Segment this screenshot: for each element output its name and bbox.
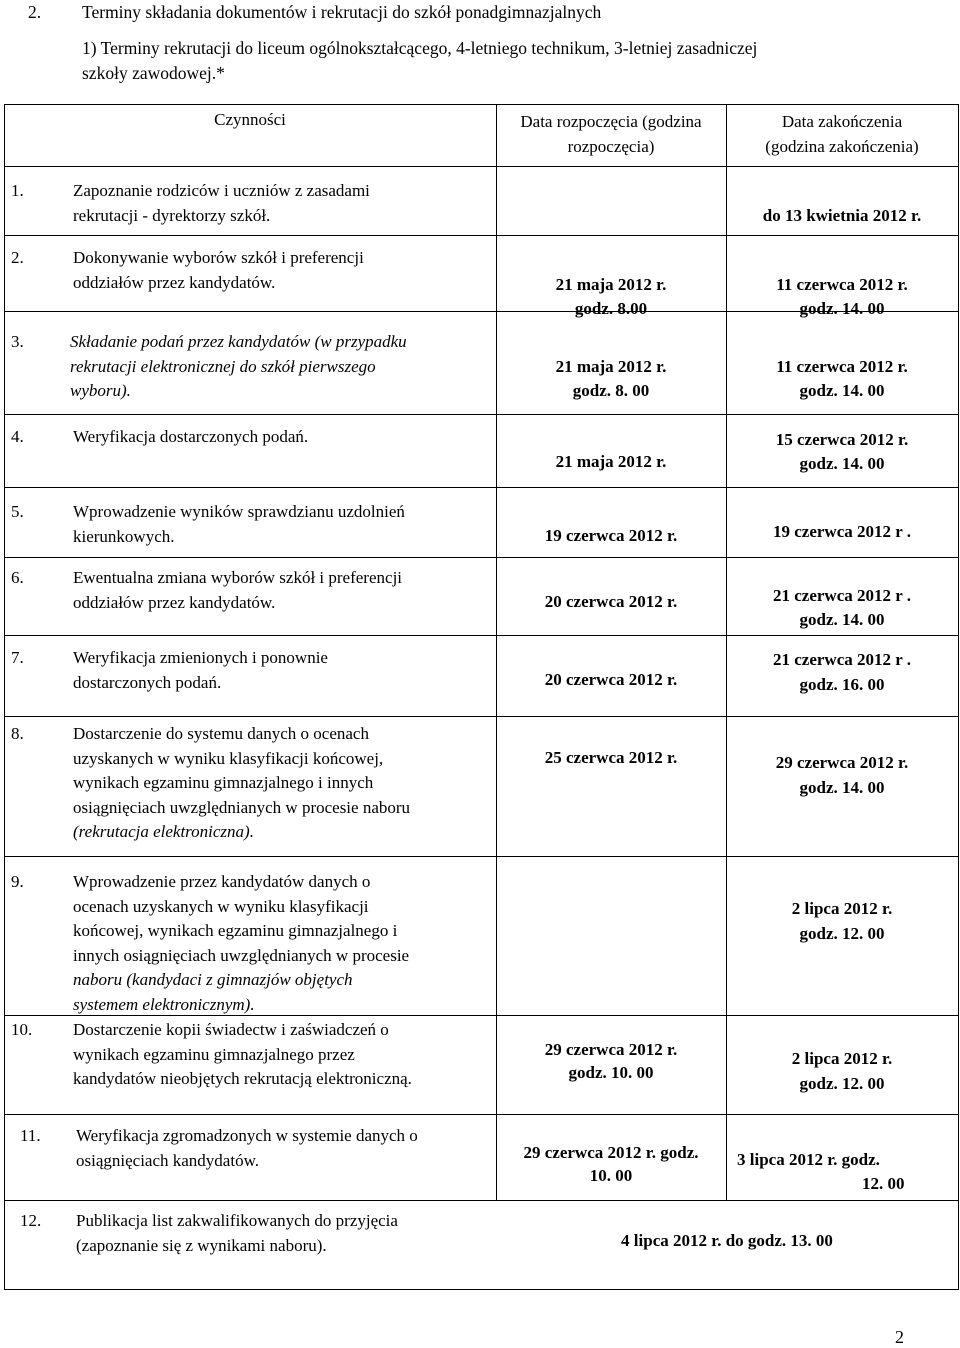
end-date: 11 czerwca 2012 r. godz. 14. 00 <box>776 357 908 400</box>
row-divider <box>4 487 959 488</box>
row-divider <box>4 716 959 717</box>
row-number: 10. <box>11 1020 33 1039</box>
row-divider <box>4 557 959 558</box>
activity-text: Zapoznanie rodziców i uczniów z zasadami rekrutacji - dyrektorzy szkół. <box>73 181 370 225</box>
end-date: 19 czerwca 2012 r . <box>773 522 911 541</box>
start-date: 29 czerwca 2012 r. godz. 10. 00 <box>544 1040 678 1082</box>
header-start-line-2: rozpoczęcia) <box>567 137 655 156</box>
end-date: 2 lipca 2012 r. godz. 12. 00 <box>791 1049 893 1093</box>
table-border-top <box>4 104 959 105</box>
header-activity: Czynności <box>214 110 286 129</box>
subsection-line-1: 1) Terminy rekrutacji do liceum ogólnokształcącego, 4-letniego technikum, 3-letniej zasadniczej <box>82 38 758 58</box>
table-border-right <box>958 104 959 1290</box>
activity-text: Dostarczenie do systemu danych o ocenach uzyskanych w wyniku klasyfikacji końcowej, wynikach egzaminu gimnazjalnego i innych osiągnięciach uwzględnianych w procesie naboru (rekrutacja elektroniczna). <box>73 724 411 841</box>
start-date: 20 czerwca 2012 r. <box>544 670 678 689</box>
end-date: 21 czerwca 2012 r . godz. 14. 00 <box>773 586 911 629</box>
row-divider <box>4 1200 959 1201</box>
section-title: Terminy składania dokumentów i rekrutacji do szkół ponadgimnazjalnych <box>82 2 602 22</box>
row-number: 5. <box>11 502 24 521</box>
start-date: 19 czerwca 2012 r. <box>544 526 678 545</box>
row-divider <box>4 166 959 167</box>
column-divider-1 <box>496 104 497 1200</box>
end-date-line-1: 3 lipca 2012 r. godz. <box>737 1150 880 1169</box>
end-date: 2 lipca 2012 r. godz. 12. 00 <box>791 899 893 943</box>
row-divider <box>4 635 959 636</box>
activity-text: Dokonywanie wyborów szkół i preferencji oddziałów przez kandydatów. <box>73 248 364 292</box>
activity-text: Weryfikacja dostarczonych podań. <box>73 427 309 446</box>
start-date: 25 czerwca 2012 r. <box>544 748 678 767</box>
header-end-line-2: (godzina zakończenia) <box>765 137 919 156</box>
row-divider <box>4 856 959 857</box>
activity-text: Wprowadzenie przez kandydatów danych o ocenach uzyskanych w wyniku klasyfikacji końcowej, wynikach egzaminu gimnazjalnego i innych osiągnięciach uwzględnianych w procesie naboru (kandydaci z gimnazjów objętych systemem elektronicznym). <box>73 872 410 1014</box>
row-number: 2. <box>11 248 24 267</box>
row-number: 6. <box>11 568 24 587</box>
row-number: 11. <box>20 1126 41 1145</box>
row-number: 7. <box>11 648 24 667</box>
start-date: 29 czerwca 2012 r. godz. 10. 00 <box>523 1143 699 1185</box>
start-date: 20 czerwca 2012 r. <box>544 592 678 611</box>
activity-text: Składanie podań przez kandydatów (w przypadku rekrutacji elektronicznej do szkół pierwszego wyboru). <box>70 332 407 400</box>
row-number: 4. <box>11 427 24 446</box>
row-number: 8. <box>11 724 24 743</box>
activity-text: Publikacja list zakwalifikowanych do przyjęcia (zapoznanie się z wynikami naboru). <box>76 1211 398 1255</box>
row-divider <box>4 1114 959 1115</box>
subsection-line-2: szkoły zawodowej.* <box>82 63 225 83</box>
end-date: 21 czerwca 2012 r . godz. 16. 00 <box>773 650 911 694</box>
end-date: 11 czerwca 2012 r. godz. 14. 00 <box>776 275 908 318</box>
row-number: 3. <box>11 332 24 351</box>
section-number: 2. <box>28 2 42 22</box>
header-end-line-1: Data zakończenia <box>781 112 903 131</box>
row-number: 12. <box>20 1211 42 1230</box>
page-number: 2 <box>895 1327 904 1347</box>
header-start-line-1: Data rozpoczęcia (godzina <box>520 112 702 131</box>
start-date: 21 maja 2012 r. godz. 8. 00 <box>555 357 667 400</box>
end-date: 29 czerwca 2012 r. godz. 14. 00 <box>775 753 909 797</box>
activity-text: Wprowadzenie wyników sprawdzianu uzdolnień kierunkowych. <box>73 502 405 546</box>
end-date-line-2: 12. 00 <box>862 1174 905 1193</box>
activity-text: Ewentualna zmiana wyborów szkół i preferencji oddziałów przez kandydatów. <box>73 568 403 612</box>
end-date: 15 czerwca 2012 r. godz. 14. 00 <box>775 430 909 473</box>
start-date: 21 maja 2012 r. godz. 8.00 <box>555 275 667 318</box>
start-date: 21 maja 2012 r. <box>555 452 667 471</box>
activity-text: Dostarczenie kopii świadectw i zaświadczeń o wynikach egzaminu gimnazjalnego przez kandydatów nieobjętych rekrutacją elektroniczną. <box>73 1020 412 1088</box>
activity-text: Weryfikacja zmienionych i ponownie dostarczonych podań. <box>73 648 328 692</box>
merged-date: 4 lipca 2012 r. do godz. 13. 00 <box>621 1231 833 1250</box>
table-border-bottom <box>4 1289 959 1290</box>
table-border-left <box>4 104 5 1290</box>
row-divider <box>4 414 959 415</box>
activity-text: Weryfikacja zgromadzonych w systemie danych o osiągnięciach kandydatów. <box>76 1126 418 1170</box>
end-date: do 13 kwietnia 2012 r. <box>762 206 922 225</box>
row-number: 9. <box>11 872 24 891</box>
row-divider <box>4 235 959 236</box>
row-number: 1. <box>11 181 24 200</box>
